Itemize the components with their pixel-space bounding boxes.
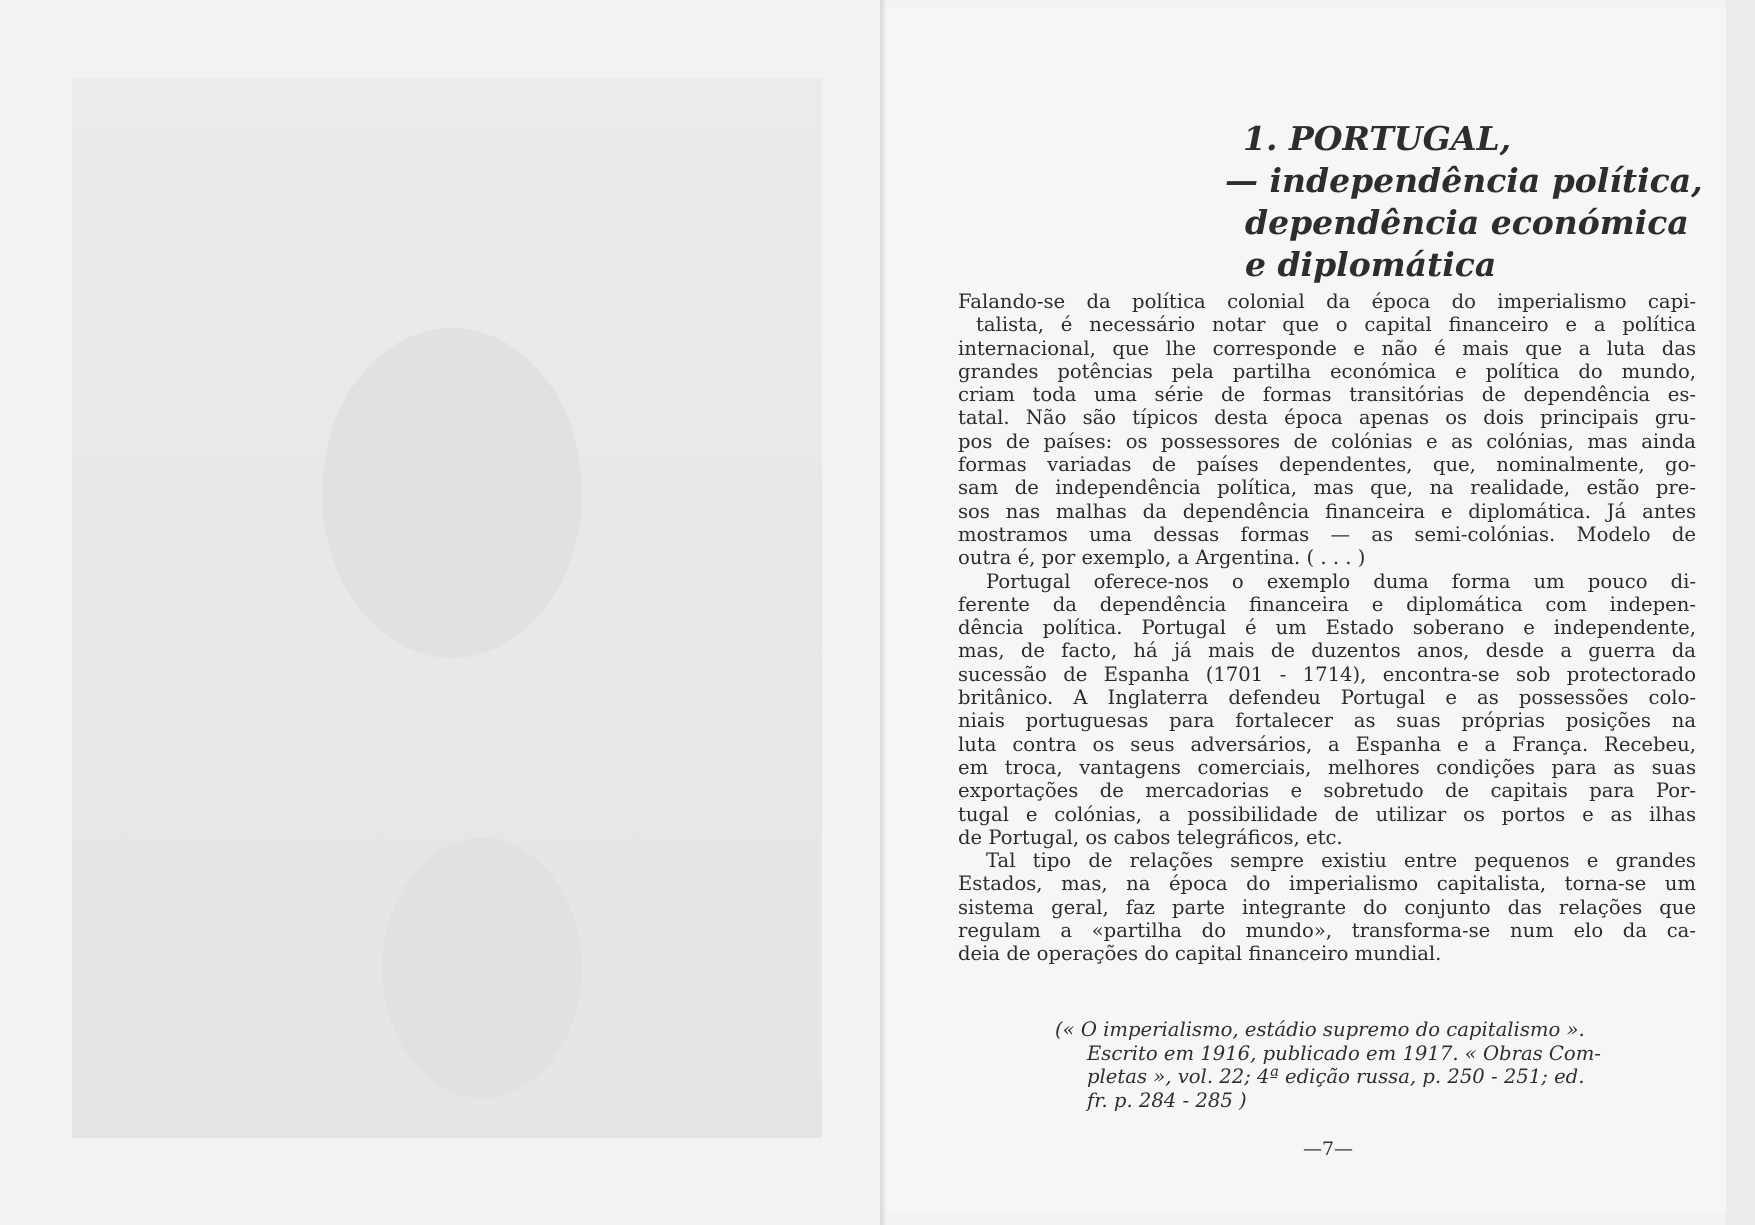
text-line: em troca, vantagens comerciais, melhores condições para as suas xyxy=(958,755,1696,779)
text-line: deia de operações do capital financeiro mundial. xyxy=(958,942,1442,966)
text-line: Estados, mas, na época do imperialismo capitalista, torna-se um xyxy=(958,872,1696,896)
chapter-heading xyxy=(1225,118,1703,286)
heading-line: dependência económica xyxy=(1245,203,1689,242)
body-text xyxy=(958,290,1696,966)
text-line: sos nas malhas da dependência financeira e diplomática. Já antes xyxy=(958,499,1696,523)
text-line: mostramos uma dessas formas — as semi-colónias. Modelo de xyxy=(958,522,1696,546)
text-line: internacional, que lhe corresponde e não é mais que a luta das xyxy=(958,336,1696,360)
text-line: regulam a «partilha do mundo», transforma-se num elo da ca- xyxy=(958,919,1696,943)
text-line: Falando-se da política colonial da época do imperialismo capi- xyxy=(958,290,1696,313)
paragraph-2 xyxy=(958,570,1696,850)
heading-line: e diplomática xyxy=(1245,245,1497,284)
text-line: tatal. Não são típicos desta época apenas os dois principais gru- xyxy=(958,406,1696,430)
left-page xyxy=(10,8,870,1213)
paragraph-1 xyxy=(958,290,1696,570)
text-line: sucessão de Espanha (1701 - 1714), encontra-se sob protectorado xyxy=(958,662,1696,686)
text-line: Tal tipo de relações sempre existiu entre pequenos e grandes xyxy=(986,849,1696,873)
text-line: ferente da dependência financeira e diplomática com indepen- xyxy=(958,592,1696,616)
citation-line: pletas », vol. 22; 4ª edição russa, p. 250 - 251; ed. xyxy=(1087,1065,1585,1088)
text-line: outra é, por exemplo, a Argentina. ( . . . ) xyxy=(958,546,1366,570)
text-line: pos de países: os possessores de colónias e as colónias, mas ainda xyxy=(958,429,1696,453)
text-line: britânico. A Inglaterra defendeu Portugal e as possessões colo- xyxy=(958,686,1696,710)
text-line: sistema geral, faz parte integrante do conjunto das relações que xyxy=(958,895,1696,919)
citation-line: Escrito em 1916, publicado em 1917. « Obras Com- xyxy=(1087,1041,1601,1065)
text-line: formas variadas de países dependentes, que, nominalmente, go- xyxy=(958,453,1696,477)
text-line: niais portuguesas para fortalecer as suas próprias posições na xyxy=(958,709,1696,733)
heading-line: — independência política, xyxy=(1225,161,1703,200)
faded-photograph xyxy=(72,78,822,1138)
text-line: luta contra os seus adversários, a Espanha e a França. Recebeu, xyxy=(958,732,1696,756)
text-line: sam de independência política, mas que, na realidade, estão pre- xyxy=(958,476,1696,500)
page-number: —7— xyxy=(1302,1138,1354,1160)
paragraph-3 xyxy=(958,849,1696,965)
text-line: mas, de facto, há já mais de duzentos anos, desde a guerra da xyxy=(958,639,1696,663)
text-line: grandes potências pela partilha económica e política do mundo, xyxy=(958,359,1696,383)
text-line: talista, é necessário notar que o capital financeiro e a política xyxy=(976,313,1696,337)
text-line: Portugal oferece-nos o exemplo duma forma um pouco di- xyxy=(986,569,1696,593)
heading-line: 1. PORTUGAL, xyxy=(1243,119,1512,158)
citation-line: (« O imperialismo, estádio supremo do capitalismo ». xyxy=(1055,1018,1585,1041)
text-line: criam toda uma série de formas transitórias de dependência es- xyxy=(958,383,1696,407)
text-line: de Portugal, os cabos telegráficos, etc. xyxy=(958,825,1343,849)
photo-figure-shape xyxy=(382,838,582,1098)
text-line: exportações de mercadorias e sobretudo de capitais para Por- xyxy=(958,779,1696,803)
page-edge xyxy=(1726,0,1755,1225)
photo-figure-shape xyxy=(322,328,582,658)
source-citation xyxy=(1055,1018,1700,1112)
citation-line: fr. p. 284 - 285 ) xyxy=(1087,1088,1247,1112)
text-line: dência política. Portugal é um Estado soberano e independente, xyxy=(958,616,1696,640)
text-line: tugal e colónias, a possibilidade de utilizar os portos e as ilhas xyxy=(958,802,1696,826)
